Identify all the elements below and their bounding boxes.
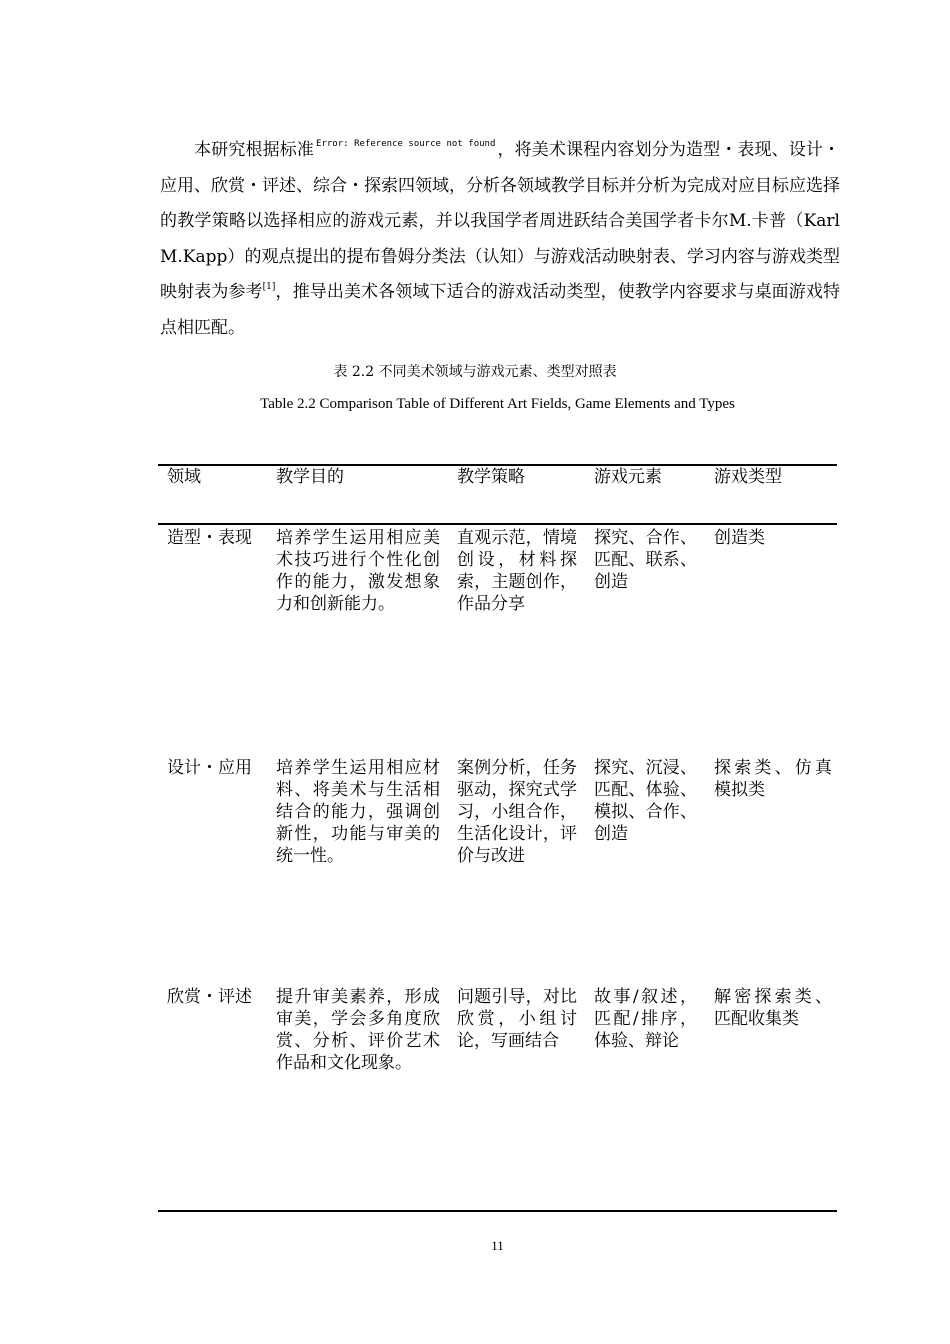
table-header-rule: [158, 523, 837, 525]
cell-field: 造型・表现: [167, 528, 252, 548]
paragraph-text-2: ，将美术课程内容划分为造型・表现、设计・应用、欣赏・评述、综合・探索四领域，分析各领域教学目标并分析为完成对应目标应选择的教学策略以选择相应的游戏元素，并以我国学者周进跃结合美国学者卡尔M.卡普（Karl M.Kapp）的观点提出的提布鲁姆分类法（认知）与游戏活动映射表、学习内容与游戏类型映射表为参考: [160, 140, 841, 302]
cell-teaching-strategy: 案例分析，任务驱动，探究式学习，小组合作，生活化设计，评价与改进: [457, 758, 577, 866]
header-game-elements: 游戏元素: [594, 467, 662, 487]
cell-teaching-strategy: 问题引导，对比欣赏，小组讨论，写画结合: [457, 987, 577, 1051]
header-field: 领域: [167, 467, 201, 487]
cell-game-type: 创造类: [714, 528, 765, 548]
cell-game-elements: 探究、沉浸、匹配、体验、模拟、合作、创造: [594, 758, 697, 844]
cell-teaching-goal: 培养学生运用相应美术技巧进行个性化创作的能力，激发想象力和创新能力。: [276, 528, 440, 614]
header-teaching-goal: 教学目的: [276, 467, 344, 487]
paragraph-text-3: ，推导出美术各领域下适合的游戏活动类型，使教学内容要求与桌面游戏特点相匹配。: [160, 282, 841, 338]
table-caption-cn: 表 2.2 不同美术领域与游戏元素、类型对照表: [333, 364, 617, 380]
citation-marker: [1]: [262, 282, 276, 292]
cell-field: 欣赏・评述: [167, 987, 252, 1007]
page-number: 11: [491, 1238, 504, 1253]
body-paragraph: [160, 133, 840, 346]
header-teaching-strategy: 教学策略: [457, 467, 525, 487]
header-game-type: 游戏类型: [714, 467, 782, 487]
cell-game-elements: 探究、合作、匹配、联系、创造: [594, 528, 697, 592]
cell-game-type: 探索类、仿真模拟类: [714, 758, 832, 800]
error-reference-note: Error: Reference source not found: [316, 139, 496, 149]
cell-field: 设计・应用: [167, 758, 252, 778]
table-bottom-rule: [158, 1210, 837, 1212]
table-caption-en: Table 2.2 Comparison Table of Different Art Fields, Game Elements and Types: [260, 396, 735, 412]
cell-game-type: 解密探索类、匹配收集类: [714, 987, 832, 1029]
cell-teaching-goal: 培养学生运用相应材料、将美术与生活相结合的能力，强调创新性，功能与审美的统一性。: [276, 758, 440, 866]
cell-teaching-goal: 提升审美素养，形成审美，学会多角度欣赏、分析、评价艺术作品和文化现象。: [276, 987, 440, 1073]
paragraph-text-1: 本研究根据标准: [194, 140, 315, 160]
cell-teaching-strategy: 直观示范，情境创设，材料探索，主题创作，作品分享: [457, 528, 577, 614]
cell-game-elements: 故事/叙述，匹配/排序，体验、辩论: [594, 987, 697, 1051]
